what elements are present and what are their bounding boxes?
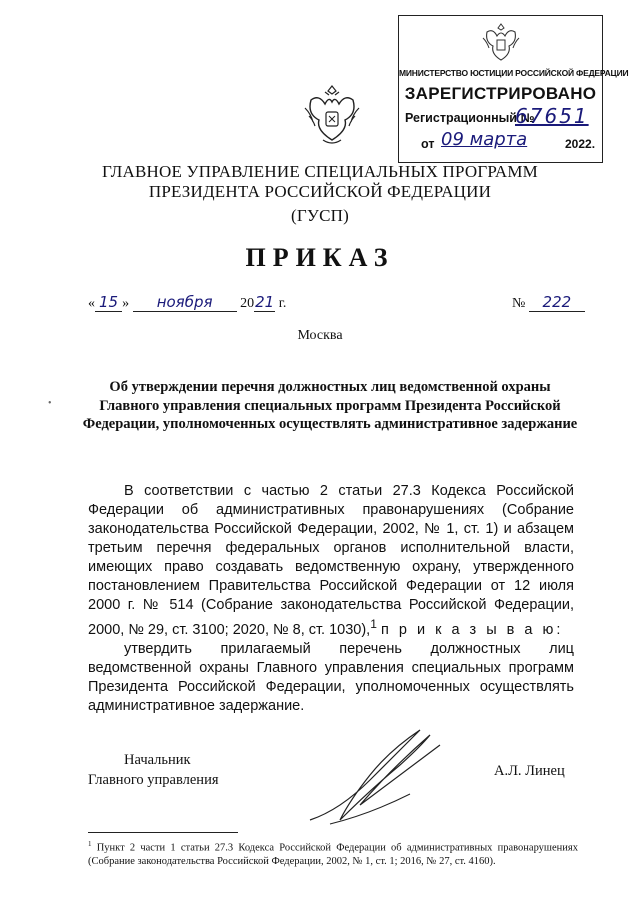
- quote-close: »: [122, 296, 130, 311]
- margin-mark: •: [48, 398, 52, 409]
- footnote-divider: [88, 832, 238, 833]
- order-city: Москва: [297, 328, 343, 343]
- stamp-regno-label: Регистрационный №: [405, 111, 535, 125]
- organization-name-line1: ГЛАВНОЕ УПРАВЛЕНИЕ СПЕЦИАЛЬНЫХ ПРОГРАММ: [102, 162, 538, 181]
- body-paragraph-1-text: В соответствии с частью 2 статьи 27.3 Кодекса Российской Федерации об административных правонарушениях (Собрание законодательства Российской Федерации, 2002, № 1, ст. 1) и абзацем третьим перечня федеральных органов исполнительной власти, имеющих право создавать ведомственную охрану, утвержденного постановлением Правительства Российской Федерации от 12 июля 2000 г. № 514 (Собрание законодательства Российской Федерации, 2000, № 29, ст. 3100; 2020, № 8, ст. 1030),: [88, 483, 574, 638]
- stamp-ministry-name: МИНИСТЕРСТВО ЮСТИЦИИ РОССИЙСКОЙ ФЕДЕРАЦИИ: [399, 68, 629, 78]
- body-paragraph-2: утвердить прилагаемый перечень должностных лиц ведомственной охраны Главного управления специальных программ Президента Российской Федерации, уполномоченных осуществлять административное задержание.: [88, 640, 574, 714]
- registration-stamp: [398, 15, 629, 163]
- stamp-regno-value: 67651: [515, 104, 589, 128]
- stamp-date-value: 09 марта: [441, 129, 528, 150]
- coat-of-arms-icon: [301, 82, 363, 152]
- footnote: [88, 838, 578, 869]
- organization-abbreviation: (ГУСП): [290, 206, 349, 225]
- signatory-position-line1: Начальник: [124, 752, 191, 768]
- signatory-name: А.Л. Линец: [494, 763, 565, 779]
- document-type-title: ПРИКАЗ: [245, 243, 395, 272]
- order-number-label: №: [512, 296, 526, 311]
- order-year-unit: г.: [278, 296, 287, 311]
- footnote-reference: 1: [370, 617, 377, 631]
- order-date: [88, 293, 286, 312]
- order-day: 15: [95, 293, 122, 312]
- quote-open: «: [88, 296, 95, 311]
- order-body: [88, 482, 574, 716]
- organization-name-line2: ПРЕЗИДЕНТА РОССИЙСКОЙ ФЕДЕРАЦИИ: [148, 182, 492, 201]
- body-paragraph-1: [88, 482, 574, 640]
- stamp-coat-of-arms-icon: [479, 20, 523, 68]
- stamp-registered-title: ЗАРЕГИСТРИРОВАНО: [404, 84, 597, 103]
- order-month: ноября: [133, 293, 237, 312]
- order-subject: Об утверждении перечня должностных лиц ведомственной охраны Главного управления специальных программ Президента Российской Федерации, уполномоченных осуществлять административное задержание: [82, 379, 578, 432]
- stamp-year: 2022.: [565, 137, 596, 151]
- handwritten-signature: [300, 720, 450, 840]
- order-year-suffix: 21: [255, 293, 275, 311]
- signatory-position-line2: Главного управления: [88, 772, 219, 788]
- order-decree-word: п р и к а з ы в а ю:: [380, 621, 564, 638]
- order-number-value: 222: [529, 293, 585, 312]
- footnote-marker: 1: [88, 840, 92, 848]
- order-year-prefix: 20: [240, 296, 255, 311]
- stamp-date-label: от: [421, 137, 435, 151]
- order-number: [512, 293, 585, 312]
- footnote-text: Пункт 2 части 1 статьи 27.3 Кодекса Российской Федерации об административных правонарушениях (Собрание законодательства Российской Федерации, 2002, № 1, ст. 1; 2016, № 27, ст. 4160).: [88, 842, 578, 867]
